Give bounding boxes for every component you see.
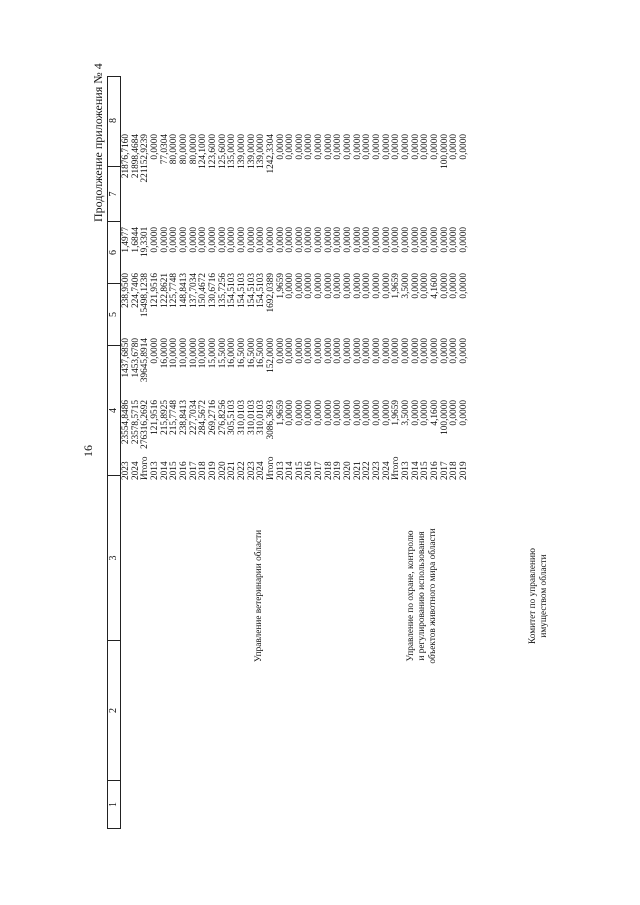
year-cell: 2023 xyxy=(246,461,257,480)
col8-cell: 0,0000 xyxy=(294,134,305,160)
col8-cell: 0,0000 xyxy=(362,134,373,160)
col4-cell: 0,0000 xyxy=(458,400,469,426)
col4-cell: 0,0000 xyxy=(381,400,392,426)
col7-cell: 0,0000 xyxy=(227,227,238,253)
col6-cell: 0,0000 xyxy=(352,273,363,299)
col5-cell: 0,0000 xyxy=(285,338,296,364)
col7-cell: 0,0000 xyxy=(178,227,189,253)
col5-cell: 0,0000 xyxy=(275,338,286,364)
col8-cell: 80,0000 xyxy=(178,134,189,165)
col6-cell: 154,5103 xyxy=(236,273,247,308)
col7-cell: 0,0000 xyxy=(401,227,412,253)
col8-cell: 0,0000 xyxy=(449,134,460,160)
col8-cell: 0,0000 xyxy=(420,134,431,160)
col8-cell: 0,0000 xyxy=(304,134,315,160)
col4-cell: 310,0103 xyxy=(256,400,267,435)
year-cell: 2020 xyxy=(343,461,354,480)
col6-cell: 1692,0389 xyxy=(265,273,276,313)
col4-cell: 0,0000 xyxy=(285,400,296,426)
col7-cell: 1,4977 xyxy=(121,227,131,253)
col8-cell: 139,0000 xyxy=(236,134,247,169)
col5-cell: 1453,6780 xyxy=(130,338,141,378)
col7-cell: 0,0000 xyxy=(265,227,276,253)
year-cell: 2024 xyxy=(381,461,392,480)
year-cell: 2022 xyxy=(236,461,247,480)
col8-cell: 125,6000 xyxy=(217,134,228,169)
col8-cell: 221152,9239 xyxy=(140,134,151,183)
col8-cell: 0,0000 xyxy=(391,134,402,160)
col7-cell: 0,0000 xyxy=(236,227,247,253)
col7-cell: 0,0000 xyxy=(159,227,170,253)
col5-cell: 0,0000 xyxy=(294,338,305,364)
col5-cell: 0,0000 xyxy=(333,338,344,364)
col8-cell: 139,0000 xyxy=(246,134,257,169)
year-cell: 2015 xyxy=(420,461,431,480)
col7-cell: 0,0000 xyxy=(343,227,354,253)
col7-cell: 0,0000 xyxy=(410,227,421,253)
col5-cell: 0,0000 xyxy=(149,338,160,364)
col4-cell: 310,0103 xyxy=(246,400,257,435)
col6-cell: 0,0000 xyxy=(304,273,315,299)
col6-cell: 130,6716 xyxy=(207,273,218,308)
org-property-line: Комитет по управлению xyxy=(528,548,538,644)
col5-cell: 15,5000 xyxy=(217,338,228,369)
col8-cell: 0,0000 xyxy=(381,134,392,160)
org-veterinary: Управление ветеринарии области xyxy=(254,529,264,663)
col4-cell: 215,8925 xyxy=(159,400,170,435)
col5-values xyxy=(122,338,470,393)
col7-cell: 0,0000 xyxy=(246,227,257,253)
col8-cell: 77,0304 xyxy=(159,134,170,165)
org-property xyxy=(528,506,550,686)
col-header-6: 6 xyxy=(108,221,120,283)
col6-cell: 0,0000 xyxy=(343,273,354,299)
col4-cell: 0,0000 xyxy=(372,400,383,426)
year-cell: 2013 xyxy=(149,461,160,480)
col5-cell: 16,0000 xyxy=(227,338,238,369)
col7-cell: 0,0000 xyxy=(294,227,305,253)
year-cell: 2019 xyxy=(333,461,344,480)
col5-cell: 0,0000 xyxy=(391,338,402,364)
year-cell: 2014 xyxy=(410,461,421,480)
col5-cell: 16,5000 xyxy=(236,338,247,369)
col4-cell: 0,0000 xyxy=(352,400,363,426)
col6-cell: 1,9659 xyxy=(275,273,286,299)
col4-cell: 3086,3693 xyxy=(265,400,276,440)
col5-cell: 0,0000 xyxy=(372,338,383,364)
col6-cell: 154,5103 xyxy=(256,273,267,308)
col6-cell: 148,8413 xyxy=(178,273,189,308)
col7-cell: 0,0000 xyxy=(169,227,180,253)
col5-cell: 10,0000 xyxy=(198,338,209,369)
col5-cell: 15,0000 xyxy=(207,338,218,369)
col5-cell: 0,0000 xyxy=(458,338,469,364)
year-cell: Итого xyxy=(140,456,151,480)
col6-cell: 0,0000 xyxy=(449,273,460,299)
col7-cell: 19,3301 xyxy=(140,226,151,257)
col5-cell: 16,5000 xyxy=(256,338,267,369)
col4-cell: 310,0103 xyxy=(236,400,247,435)
col7-cell: 0,0000 xyxy=(314,227,325,253)
col8-cell: 0,0000 xyxy=(323,134,334,160)
col8-cell: 0,0000 xyxy=(314,134,325,160)
col6-cell: 0,0000 xyxy=(420,273,431,299)
col5-cell: 0,0000 xyxy=(343,338,354,364)
col4-cell: 1,9659 xyxy=(275,400,286,426)
org-property-line: имуществом области xyxy=(539,554,549,638)
year-cell: 2013 xyxy=(275,461,286,480)
col8-cell: 0,0000 xyxy=(333,134,344,160)
org-wildlife-line: и регулированию использования xyxy=(417,531,427,661)
col4-cell: 0,0000 xyxy=(343,400,354,426)
col6-cell: 0,0000 xyxy=(314,273,325,299)
col6-cell: 137,7034 xyxy=(188,273,199,308)
col8-cell: 100,0000 xyxy=(439,134,450,169)
col6-cell: 0,0000 xyxy=(362,273,373,299)
year-cell: 2015 xyxy=(294,461,305,480)
col4-cell: 227,7034 xyxy=(188,400,199,435)
col7-cell: 0,0000 xyxy=(333,227,344,253)
col4-cell: 215,7748 xyxy=(169,400,180,435)
col5-cell: 0,0000 xyxy=(314,338,325,364)
year-cell: 2014 xyxy=(159,461,170,480)
col4-cell: 4,1600 xyxy=(430,400,440,426)
col8-cell: 0,0000 xyxy=(372,134,383,160)
year-cell: 2017 xyxy=(439,461,450,480)
year-cell: 2023 xyxy=(121,461,131,480)
col6-values xyxy=(122,273,470,326)
col5-cell: 0,0000 xyxy=(439,338,450,364)
col4-cell: 305,5103 xyxy=(227,400,238,435)
col5-cell: 10,0000 xyxy=(178,338,189,369)
col-header-2: 2 xyxy=(108,640,120,780)
col8-cell: 0,0000 xyxy=(285,134,296,160)
col6-cell: 0,0000 xyxy=(285,273,296,299)
col5-cell: 10,0000 xyxy=(169,338,180,369)
continuation-title: Продолжение приложения № 4 xyxy=(91,63,105,222)
col-header-4: 4 xyxy=(108,345,120,475)
col4-cell: 0,0000 xyxy=(304,400,315,426)
col8-cell: 0,0000 xyxy=(430,134,440,160)
table-header xyxy=(107,76,121,829)
col5-cell: 0,0000 xyxy=(420,338,431,364)
col8-cell: 0,0000 xyxy=(149,134,160,160)
col6-cell: 122,8621 xyxy=(159,273,170,308)
col7-values xyxy=(122,227,470,257)
org-wildlife xyxy=(406,506,439,686)
col5-cell: 0,0000 xyxy=(323,338,334,364)
col6-cell: 238,9500 xyxy=(121,273,131,308)
col5-cell: 152,0000 xyxy=(265,338,276,373)
org-wildlife-line: объектов животного мира области xyxy=(428,528,438,664)
col6-cell: 15498,1238 xyxy=(140,273,151,318)
col6-cell: 0,0000 xyxy=(294,273,305,299)
col8-cell: 139,0000 xyxy=(256,134,267,169)
col5-cell: 0,0000 xyxy=(304,338,315,364)
col7-cell: 0,0000 xyxy=(275,227,286,253)
year-cell: 2018 xyxy=(323,461,334,480)
year-cell: 2020 xyxy=(217,461,228,480)
year-cell: 2013 xyxy=(401,461,412,480)
year-cell: 2021 xyxy=(227,461,238,480)
col6-cell: 0,0000 xyxy=(458,273,469,299)
year-cell: 2022 xyxy=(362,461,373,480)
col5-cell: 0,0000 xyxy=(401,338,412,364)
col7-cell: 0,0000 xyxy=(458,227,469,253)
col4-cell: 0,0000 xyxy=(323,400,334,426)
col6-cell: 0,0000 xyxy=(372,273,383,299)
col4-cell: 0,0000 xyxy=(362,400,373,426)
col7-cell: 0,0000 xyxy=(323,227,334,253)
col8-cell: 0,0000 xyxy=(352,134,363,160)
col7-cell: 0,0000 xyxy=(217,227,228,253)
year-cell: 2019 xyxy=(207,461,218,480)
col4-cell: 276316,2692 xyxy=(140,400,151,449)
col7-cell: 0,0000 xyxy=(430,227,440,253)
col4-cell: 0,0000 xyxy=(449,400,460,426)
year-column xyxy=(122,456,470,480)
col6-cell: 1,9659 xyxy=(391,273,402,299)
col7-cell: 0,0000 xyxy=(304,227,315,253)
col4-cell: 238,8413 xyxy=(178,400,189,435)
year-cell: 2014 xyxy=(285,461,296,480)
col5-cell: 0,0000 xyxy=(449,338,460,364)
col4-cell: 0,0000 xyxy=(333,400,344,426)
col5-cell: 0,0000 xyxy=(352,338,363,364)
col5-cell: 0,0000 xyxy=(430,338,440,364)
col6-cell: 121,9516 xyxy=(149,273,160,308)
col6-cell: 0,0000 xyxy=(381,273,392,299)
col5-cell: 0,0000 xyxy=(362,338,373,364)
col4-cell: 23554,8486 xyxy=(121,400,131,445)
col6-cell: 135,7256 xyxy=(217,273,228,308)
col4-cell: 100,0000 xyxy=(439,400,450,435)
year-cell: 2016 xyxy=(178,461,189,480)
year-cell: 2024 xyxy=(130,461,141,480)
year-cell: 2016 xyxy=(304,461,315,480)
col6-cell: 125,7748 xyxy=(169,273,180,308)
year-cell: 2021 xyxy=(352,461,363,480)
col4-cell: 269,2716 xyxy=(207,400,218,435)
col6-cell: 154,5103 xyxy=(227,273,238,308)
col6-cell: 224,7406 xyxy=(130,273,141,308)
col8-cell: 123,6000 xyxy=(207,134,218,169)
col4-cell: 284,5672 xyxy=(198,400,209,435)
col-header-3: 3 xyxy=(108,475,120,640)
col7-cell: 0,0000 xyxy=(256,227,267,253)
col8-cell: 0,0000 xyxy=(401,134,412,160)
col8-cell: 0,0000 xyxy=(458,134,469,160)
col4-cell: 3,5000 xyxy=(401,400,412,426)
col-header-1: 1 xyxy=(108,780,120,828)
col6-cell: 0,0000 xyxy=(333,273,344,299)
year-cell: 2015 xyxy=(169,461,180,480)
col8-cell: 21898,4684 xyxy=(130,134,141,179)
year-cell: 2024 xyxy=(256,461,267,480)
year-cell: Итого xyxy=(265,456,276,480)
col5-cell: 0,0000 xyxy=(410,338,421,364)
year-cell: 2019 xyxy=(458,461,469,480)
col8-cell: 1242,3304 xyxy=(265,134,276,174)
col5-cell: 16,0000 xyxy=(159,338,170,369)
col5-cell: 10,0000 xyxy=(188,338,199,369)
col4-cell: 0,0000 xyxy=(410,400,421,426)
col5-cell: 39645,8914 xyxy=(140,338,151,383)
col6-cell: 0,0000 xyxy=(439,273,450,299)
col6-cell: 0,0000 xyxy=(323,273,334,299)
col-header-7: 7 xyxy=(108,166,120,221)
col7-cell: 1,6844 xyxy=(130,227,141,253)
col7-cell: 0,0000 xyxy=(198,227,209,253)
col8-cell: 124,1000 xyxy=(198,134,209,169)
col4-values xyxy=(122,400,470,455)
col6-cell: 4,1600 xyxy=(430,273,440,299)
col8-cell: 0,0000 xyxy=(343,134,354,160)
col7-cell: 0,0000 xyxy=(372,227,383,253)
year-cell: 2023 xyxy=(372,461,383,480)
col8-cell: 0,0000 xyxy=(410,134,421,160)
year-cell: 2018 xyxy=(449,461,460,480)
col5-cell: 1437,6850 xyxy=(121,338,131,378)
col5-cell: 0,0000 xyxy=(381,338,392,364)
year-cell: Итого xyxy=(391,456,402,480)
year-cell: 2018 xyxy=(198,461,209,480)
year-cell: 2017 xyxy=(314,461,325,480)
col7-cell: 0,0000 xyxy=(362,227,373,253)
col8-cell: 21876,7160 xyxy=(121,134,131,179)
col7-cell: 0,0000 xyxy=(149,227,160,253)
col6-cell: 150,4672 xyxy=(198,273,209,308)
col7-cell: 0,0000 xyxy=(439,227,450,253)
col8-cell: 135,0000 xyxy=(227,134,238,169)
col7-cell: 0,0000 xyxy=(285,227,296,253)
col7-cell: 0,0000 xyxy=(420,227,431,253)
col4-cell: 0,0000 xyxy=(294,400,305,426)
col4-cell: 1,9659 xyxy=(391,400,402,426)
col4-cell: 121,9516 xyxy=(149,400,160,435)
col7-cell: 0,0000 xyxy=(381,227,392,253)
page-number: 16 xyxy=(81,445,95,457)
col5-cell: 16,5000 xyxy=(246,338,257,369)
col8-cell: 80,0000 xyxy=(188,134,199,165)
col4-cell: 0,0000 xyxy=(420,400,431,426)
col6-cell: 3,5000 xyxy=(401,273,412,299)
year-cell: 2017 xyxy=(188,461,199,480)
col-header-5: 5 xyxy=(108,283,120,345)
col8-values xyxy=(122,134,470,194)
col7-cell: 0,0000 xyxy=(352,227,363,253)
col4-cell: 0,0000 xyxy=(314,400,325,426)
col6-cell: 0,0000 xyxy=(410,273,421,299)
col-header-8: 8 xyxy=(108,118,119,123)
year-cell: 2016 xyxy=(430,461,440,480)
col6-cell: 154,5103 xyxy=(246,273,257,308)
col7-cell: 0,0000 xyxy=(188,227,199,253)
col4-cell: 276,8256 xyxy=(217,400,228,435)
org-wildlife-line: Управление по охране, контролю xyxy=(406,530,416,662)
col8-cell: 0,0000 xyxy=(275,134,286,160)
col7-cell: 0,0000 xyxy=(391,227,402,253)
col7-cell: 0,0000 xyxy=(449,227,460,253)
col8-cell: 80,0000 xyxy=(169,134,180,165)
col7-cell: 0,0000 xyxy=(207,227,218,253)
rotated-page xyxy=(0,27,640,877)
col4-cell: 23578,5715 xyxy=(130,400,141,445)
